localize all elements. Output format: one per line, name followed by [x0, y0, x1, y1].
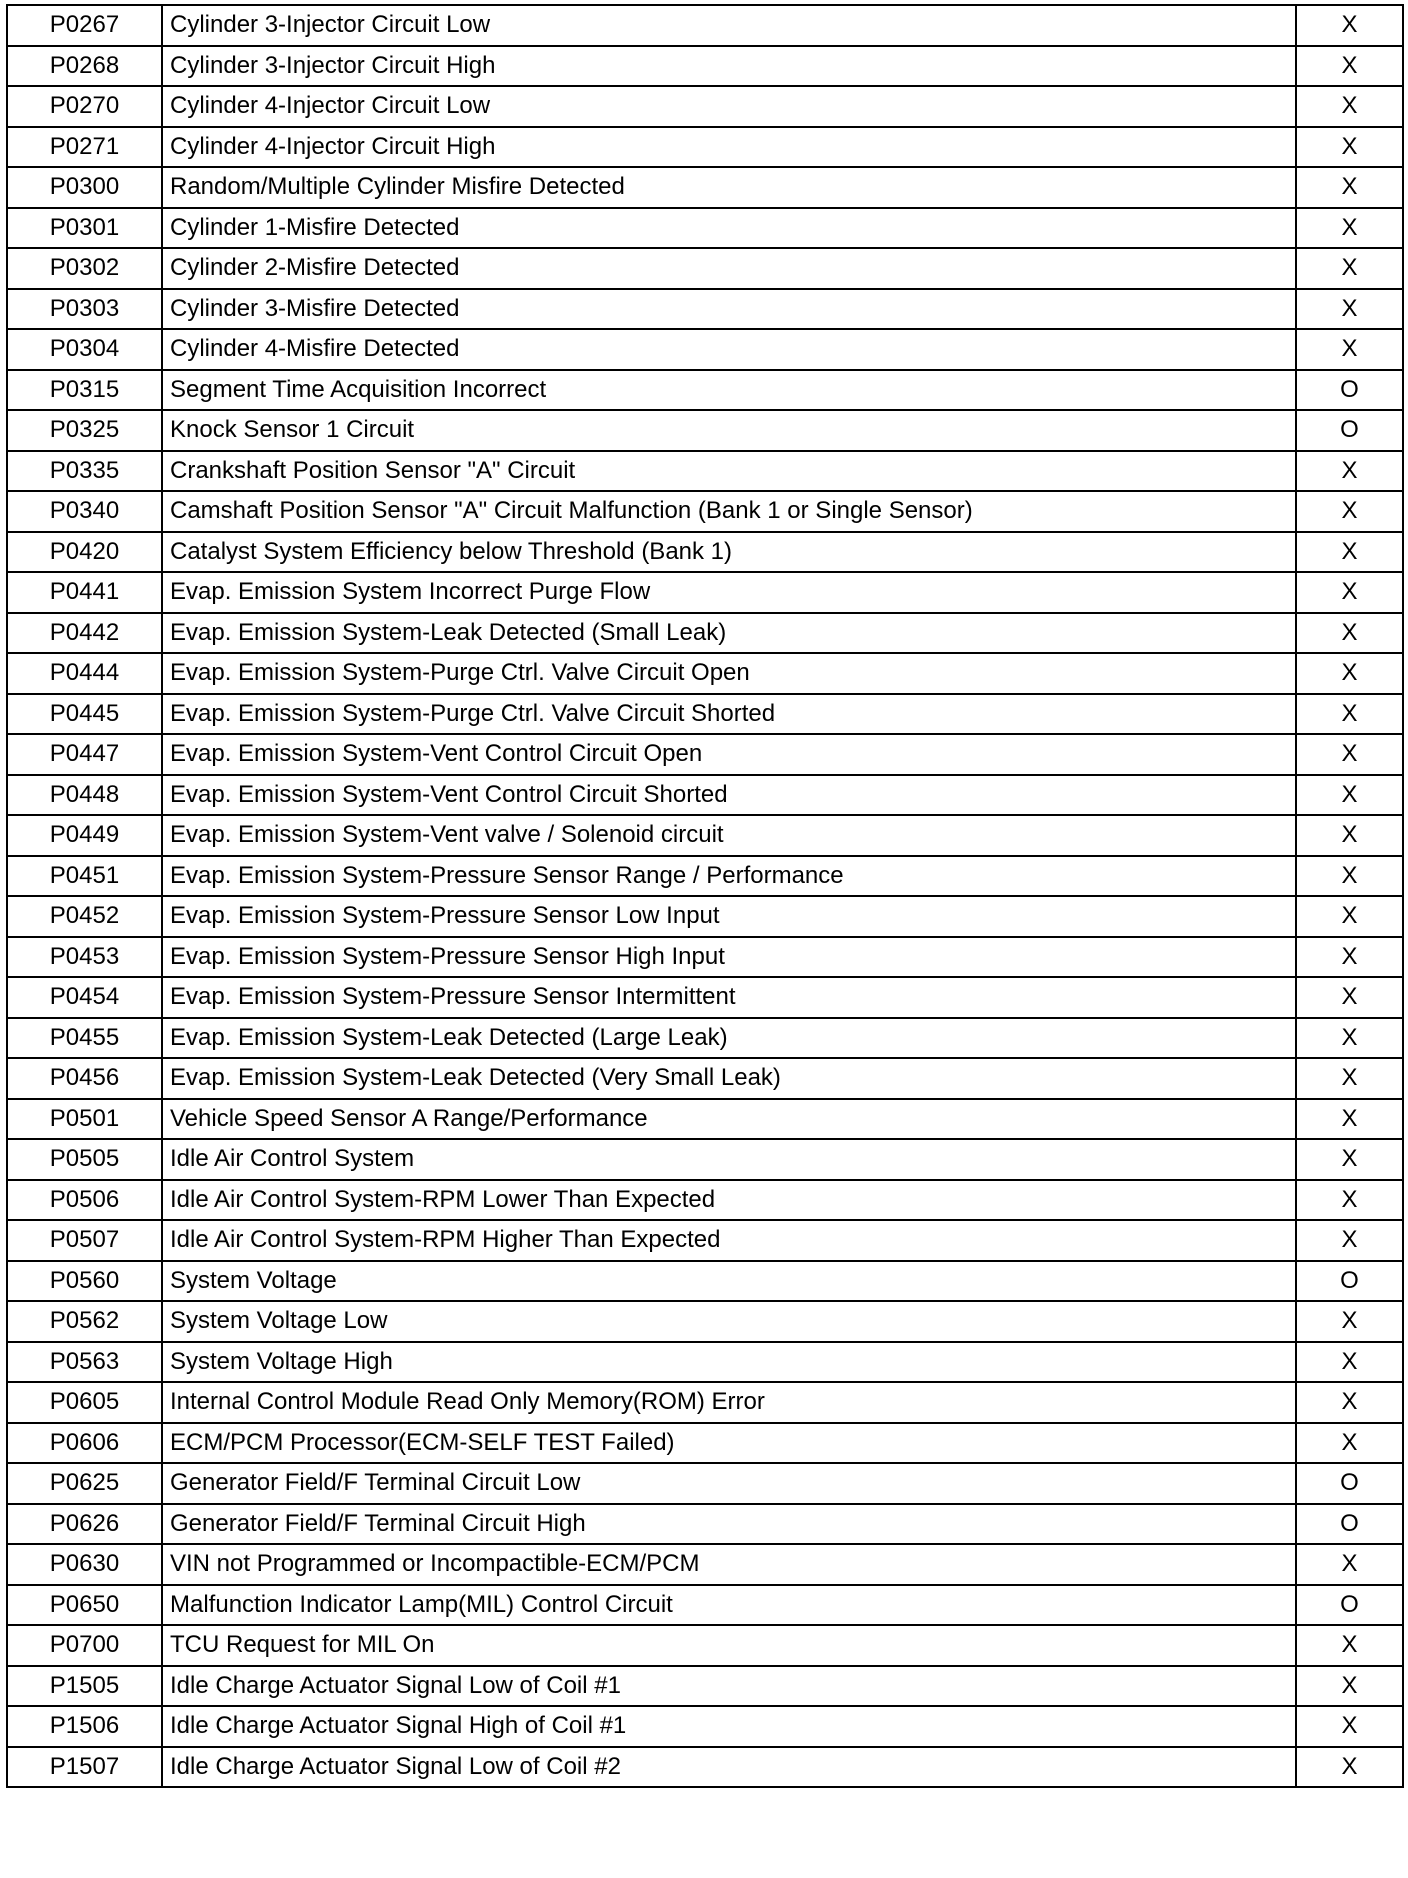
dtc-code-cell: P0315: [7, 370, 162, 411]
dtc-flag-cell: X: [1296, 329, 1403, 370]
dtc-description-cell: Idle Air Control System: [162, 1139, 1296, 1180]
dtc-code-cell: P0325: [7, 410, 162, 451]
dtc-flag-cell: X: [1296, 856, 1403, 897]
dtc-flag-cell: X: [1296, 937, 1403, 978]
dtc-code-cell: P0700: [7, 1625, 162, 1666]
dtc-code-cell: P0626: [7, 1504, 162, 1545]
dtc-description-cell: Evap. Emission System-Pressure Sensor High Input: [162, 937, 1296, 978]
dtc-description-cell: Idle Charge Actuator Signal Low of Coil #1: [162, 1666, 1296, 1707]
dtc-description-cell: ECM/PCM Processor(ECM-SELF TEST Failed): [162, 1423, 1296, 1464]
dtc-flag-cell: X: [1296, 86, 1403, 127]
dtc-code-cell: P0444: [7, 653, 162, 694]
dtc-description-cell: Evap. Emission System-Purge Ctrl. Valve Circuit Shorted: [162, 694, 1296, 735]
dtc-code-cell: P0447: [7, 734, 162, 775]
dtc-description-cell: Camshaft Position Sensor "A" Circuit Malfunction (Bank 1 or Single Sensor): [162, 491, 1296, 532]
table-row: [7, 1625, 1403, 1666]
dtc-code-cell: P0650: [7, 1585, 162, 1626]
dtc-description-cell: Crankshaft Position Sensor "A" Circuit: [162, 451, 1296, 492]
dtc-code-cell: P0302: [7, 248, 162, 289]
table-row: [7, 248, 1403, 289]
dtc-code-cell: P0507: [7, 1220, 162, 1261]
dtc-description-cell: Evap. Emission System Incorrect Purge Flow: [162, 572, 1296, 613]
dtc-flag-cell: X: [1296, 1099, 1403, 1140]
dtc-description-cell: Malfunction Indicator Lamp(MIL) Control Circuit: [162, 1585, 1296, 1626]
table-row: [7, 1544, 1403, 1585]
table-row: [7, 1261, 1403, 1302]
dtc-description-cell: Evap. Emission System-Leak Detected (Small Leak): [162, 613, 1296, 654]
dtc-code-cell: P0441: [7, 572, 162, 613]
dtc-code-cell: P0456: [7, 1058, 162, 1099]
dtc-code-cell: P0268: [7, 46, 162, 87]
dtc-flag-cell: X: [1296, 289, 1403, 330]
table-row: [7, 1180, 1403, 1221]
dtc-code-cell: P0449: [7, 815, 162, 856]
dtc-code-cell: P0442: [7, 613, 162, 654]
table-row: [7, 1585, 1403, 1626]
dtc-flag-cell: X: [1296, 815, 1403, 856]
table-row: [7, 1342, 1403, 1383]
table-row: [7, 1099, 1403, 1140]
dtc-flag-cell: O: [1296, 370, 1403, 411]
dtc-code-cell: P0271: [7, 127, 162, 168]
table-row: [7, 1058, 1403, 1099]
dtc-code-cell: P0453: [7, 937, 162, 978]
dtc-description-cell: Cylinder 3-Injector Circuit Low: [162, 5, 1296, 46]
table-row: [7, 167, 1403, 208]
table-row: [7, 86, 1403, 127]
table-row: [7, 46, 1403, 87]
table-row: [7, 977, 1403, 1018]
dtc-description-cell: Cylinder 4-Injector Circuit High: [162, 127, 1296, 168]
dtc-code-cell: P0270: [7, 86, 162, 127]
dtc-flag-cell: X: [1296, 694, 1403, 735]
dtc-flag-cell: X: [1296, 127, 1403, 168]
table-row: [7, 775, 1403, 816]
dtc-code-cell: P0606: [7, 1423, 162, 1464]
dtc-flag-cell: X: [1296, 1342, 1403, 1383]
dtc-code-cell: P0506: [7, 1180, 162, 1221]
table-row: [7, 329, 1403, 370]
dtc-description-cell: TCU Request for MIL On: [162, 1625, 1296, 1666]
dtc-flag-cell: X: [1296, 977, 1403, 1018]
dtc-flag-cell: X: [1296, 1301, 1403, 1342]
dtc-description-cell: Idle Air Control System-RPM Higher Than Expected: [162, 1220, 1296, 1261]
dtc-description-cell: Evap. Emission System-Vent Control Circuit Shorted: [162, 775, 1296, 816]
dtc-description-cell: Cylinder 4-Misfire Detected: [162, 329, 1296, 370]
table-row: [7, 1301, 1403, 1342]
dtc-description-cell: Evap. Emission System-Leak Detected (Very Small Leak): [162, 1058, 1296, 1099]
table-row: [7, 1018, 1403, 1059]
dtc-description-cell: Generator Field/F Terminal Circuit Low: [162, 1463, 1296, 1504]
dtc-code-cell: P0335: [7, 451, 162, 492]
dtc-code-cell: P0605: [7, 1382, 162, 1423]
dtc-description-cell: Evap. Emission System-Pressure Sensor Intermittent: [162, 977, 1296, 1018]
dtc-flag-cell: X: [1296, 1139, 1403, 1180]
dtc-description-cell: Cylinder 3-Misfire Detected: [162, 289, 1296, 330]
dtc-flag-cell: X: [1296, 46, 1403, 87]
dtc-flag-cell: O: [1296, 1261, 1403, 1302]
dtc-flag-cell: X: [1296, 1018, 1403, 1059]
table-row: [7, 1706, 1403, 1747]
dtc-code-cell: P0303: [7, 289, 162, 330]
dtc-code-cell: P0630: [7, 1544, 162, 1585]
table-row: [7, 734, 1403, 775]
dtc-code-cell: P0501: [7, 1099, 162, 1140]
dtc-description-cell: Cylinder 4-Injector Circuit Low: [162, 86, 1296, 127]
dtc-flag-cell: X: [1296, 1666, 1403, 1707]
dtc-code-cell: P0304: [7, 329, 162, 370]
dtc-description-cell: Cylinder 3-Injector Circuit High: [162, 46, 1296, 87]
dtc-flag-cell: X: [1296, 532, 1403, 573]
dtc-description-cell: Generator Field/F Terminal Circuit High: [162, 1504, 1296, 1545]
dtc-flag-cell: X: [1296, 653, 1403, 694]
dtc-flag-cell: X: [1296, 1747, 1403, 1788]
dtc-description-cell: Cylinder 1-Misfire Detected: [162, 208, 1296, 249]
table-row: [7, 5, 1403, 46]
dtc-code-cell: P0625: [7, 1463, 162, 1504]
dtc-flag-cell: O: [1296, 1585, 1403, 1626]
dtc-code-cell: P0452: [7, 896, 162, 937]
dtc-description-cell: System Voltage Low: [162, 1301, 1296, 1342]
dtc-code-cell: P0562: [7, 1301, 162, 1342]
dtc-description-cell: Segment Time Acquisition Incorrect: [162, 370, 1296, 411]
dtc-flag-cell: X: [1296, 248, 1403, 289]
table-row: [7, 815, 1403, 856]
dtc-code-cell: P0448: [7, 775, 162, 816]
dtc-flag-cell: X: [1296, 613, 1403, 654]
dtc-flag-cell: X: [1296, 1058, 1403, 1099]
table-row: [7, 370, 1403, 411]
dtc-flag-cell: X: [1296, 5, 1403, 46]
dtc-code-cell: P0300: [7, 167, 162, 208]
table-row: [7, 127, 1403, 168]
dtc-code-cell: P0560: [7, 1261, 162, 1302]
dtc-table-body: [7, 5, 1403, 1787]
dtc-code-cell: P0505: [7, 1139, 162, 1180]
table-row: [7, 1747, 1403, 1788]
dtc-flag-cell: X: [1296, 491, 1403, 532]
dtc-description-cell: Idle Charge Actuator Signal Low of Coil #2: [162, 1747, 1296, 1788]
dtc-flag-cell: X: [1296, 1544, 1403, 1585]
dtc-description-cell: Vehicle Speed Sensor A Range/Performance: [162, 1099, 1296, 1140]
dtc-description-cell: System Voltage High: [162, 1342, 1296, 1383]
dtc-flag-cell: O: [1296, 1463, 1403, 1504]
table-row: [7, 694, 1403, 735]
table-row: [7, 1139, 1403, 1180]
dtc-description-cell: Catalyst System Efficiency below Threshold (Bank 1): [162, 532, 1296, 573]
table-row: [7, 208, 1403, 249]
dtc-code-cell: P1506: [7, 1706, 162, 1747]
table-row: [7, 1504, 1403, 1545]
dtc-description-cell: VIN not Programmed or Incompactible-ECM/PCM: [162, 1544, 1296, 1585]
dtc-description-cell: Evap. Emission System-Vent valve / Solenoid circuit: [162, 815, 1296, 856]
table-row: [7, 572, 1403, 613]
dtc-code-cell: P0301: [7, 208, 162, 249]
dtc-description-cell: Internal Control Module Read Only Memory(ROM) Error: [162, 1382, 1296, 1423]
dtc-flag-cell: X: [1296, 1382, 1403, 1423]
dtc-description-cell: Idle Air Control System-RPM Lower Than Expected: [162, 1180, 1296, 1221]
dtc-code-cell: P0267: [7, 5, 162, 46]
dtc-flag-cell: X: [1296, 734, 1403, 775]
table-row: [7, 1423, 1403, 1464]
dtc-flag-cell: X: [1296, 775, 1403, 816]
dtc-code-cell: P0445: [7, 694, 162, 735]
dtc-description-cell: Evap. Emission System-Pressure Sensor Low Input: [162, 896, 1296, 937]
table-row: [7, 410, 1403, 451]
table-row: [7, 1220, 1403, 1261]
dtc-code-cell: P1507: [7, 1747, 162, 1788]
dtc-code-cell: P0420: [7, 532, 162, 573]
dtc-code-cell: P0451: [7, 856, 162, 897]
dtc-description-cell: System Voltage: [162, 1261, 1296, 1302]
dtc-flag-cell: X: [1296, 1423, 1403, 1464]
table-row: [7, 896, 1403, 937]
dtc-description-cell: Evap. Emission System-Purge Ctrl. Valve Circuit Open: [162, 653, 1296, 694]
dtc-flag-cell: X: [1296, 1180, 1403, 1221]
dtc-flag-cell: X: [1296, 451, 1403, 492]
dtc-flag-cell: O: [1296, 410, 1403, 451]
dtc-table: [6, 4, 1404, 1788]
table-row: [7, 1666, 1403, 1707]
dtc-flag-cell: X: [1296, 896, 1403, 937]
table-row: [7, 532, 1403, 573]
dtc-code-cell: P0340: [7, 491, 162, 532]
table-row: [7, 289, 1403, 330]
table-row: [7, 653, 1403, 694]
dtc-description-cell: Knock Sensor 1 Circuit: [162, 410, 1296, 451]
table-row: [7, 937, 1403, 978]
dtc-flag-cell: X: [1296, 167, 1403, 208]
dtc-flag-cell: X: [1296, 1625, 1403, 1666]
dtc-flag-cell: O: [1296, 1504, 1403, 1545]
dtc-flag-cell: X: [1296, 208, 1403, 249]
table-row: [7, 491, 1403, 532]
dtc-code-cell: P0563: [7, 1342, 162, 1383]
dtc-code-cell: P1505: [7, 1666, 162, 1707]
dtc-code-cell: P0454: [7, 977, 162, 1018]
dtc-code-cell: P0455: [7, 1018, 162, 1059]
table-row: [7, 856, 1403, 897]
table-row: [7, 451, 1403, 492]
dtc-flag-cell: X: [1296, 1220, 1403, 1261]
dtc-description-cell: Random/Multiple Cylinder Misfire Detected: [162, 167, 1296, 208]
dtc-description-cell: Evap. Emission System-Vent Control Circuit Open: [162, 734, 1296, 775]
dtc-description-cell: Evap. Emission System-Pressure Sensor Range / Performance: [162, 856, 1296, 897]
table-row: [7, 1463, 1403, 1504]
dtc-description-cell: Idle Charge Actuator Signal High of Coil #1: [162, 1706, 1296, 1747]
table-row: [7, 613, 1403, 654]
dtc-flag-cell: X: [1296, 572, 1403, 613]
table-row: [7, 1382, 1403, 1423]
dtc-description-cell: Cylinder 2-Misfire Detected: [162, 248, 1296, 289]
dtc-description-cell: Evap. Emission System-Leak Detected (Large Leak): [162, 1018, 1296, 1059]
dtc-flag-cell: X: [1296, 1706, 1403, 1747]
